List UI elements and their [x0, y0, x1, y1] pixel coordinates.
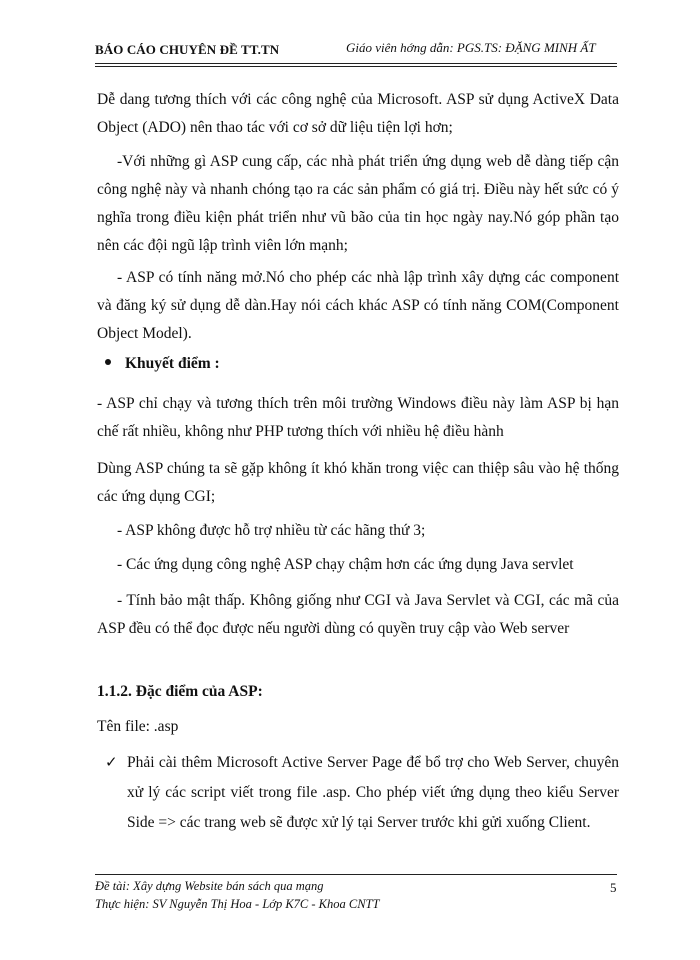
check-list-item [105, 748, 619, 838]
paragraph-security: - Tính bảo mật thấp. Không giống như CGI và Java Servlet và CGI, các mã của ASP đều có thể đọc được nếu người dùng có quyền truy cập vào Web server [97, 592, 619, 637]
footer-author: Thực hiện: SV Nguyễn Thị Hoa - Lớp K7C - Khoa CNTT [95, 897, 380, 911]
section-title: 1.1.2. Đặc điểm của ASP: [97, 683, 263, 700]
page-number: 5 [610, 880, 617, 895]
footer-rule [95, 874, 617, 875]
header-rule [95, 66, 617, 67]
file-extension-line: Tên file: .asp [97, 718, 179, 735]
bullet-heading-text: Khuyết điểm : [125, 355, 220, 372]
header-report-title: BÁO CÁO CHUYÊN ĐỀ TT.TN [95, 42, 280, 57]
paragraph-developers: -Với những gì ASP cung cấp, các nhà phát triển ứng dụng web dễ dàng tiếp cận công nghệ này và nhanh chóng tạo ra các sản phẩm có giá trị. Điều này hết sức có ý nghĩa trong điều kiện phát triển như vũ bão của tin học ngày nay.Nó góp phần tạo nên các đội ngũ lập trình viên lớn mạnh; [97, 153, 619, 254]
footer-topic: Đề tài: Xây dựng Website bán sách qua mạng [95, 879, 324, 893]
paragraph-performance: - Các ứng dụng công nghệ ASP chạy chậm hơn các ứng dụng Java servlet [117, 556, 574, 573]
paragraph-compatibility: Dễ dang tương thích với các công nghệ của Microsoft. ASP sử dụng ActiveX Data Object (ADO) nên thao tác với cơ sở dữ liệu tiện lợi hơn; [97, 91, 619, 136]
header-rule [95, 63, 617, 64]
bullet-heading-disadvantages [105, 355, 220, 373]
bullet-dot-icon [105, 359, 111, 365]
check-item-text: Phải cài thêm Microsoft Active Server Page để bổ trợ cho Web Server, chuyên xử lý các script viết trong file .asp. Cho phép viết ứng dụng theo kiểu Server Side => các trang web sẽ được xử lý tại Server trước khi gửi xuống Client. [127, 754, 619, 831]
paragraph-third-party: - ASP không được hỗ trợ nhiều từ các hãng thứ 3; [117, 522, 426, 539]
paragraph-cgi: Dùng ASP chúng ta sẽ gặp không ít khó khăn trong việc can thiệp sâu vào hệ thống các ứng dụng CGI; [97, 460, 619, 505]
header-instructor: Giáo viên hớng dẫn: PGS.TS: ĐẶNG MINH ẤT [346, 40, 596, 55]
paragraph-open-component: - ASP có tính năng mở.Nó cho phép các nhà lập trình xây dựng các component và đăng ký sử dụng dễ dàn.Hay nói cách khác ASP có tính năng COM(Component Object Model). [97, 269, 619, 342]
checkmark-icon: ✓ [105, 755, 118, 771]
paragraph-windows-only: - ASP chỉ chạy và tương thích trên môi trường Windows điều này làm ASP bị hạn chế rất nhiều, không như PHP tương thích với nhiều hệ điều hành [97, 395, 619, 440]
